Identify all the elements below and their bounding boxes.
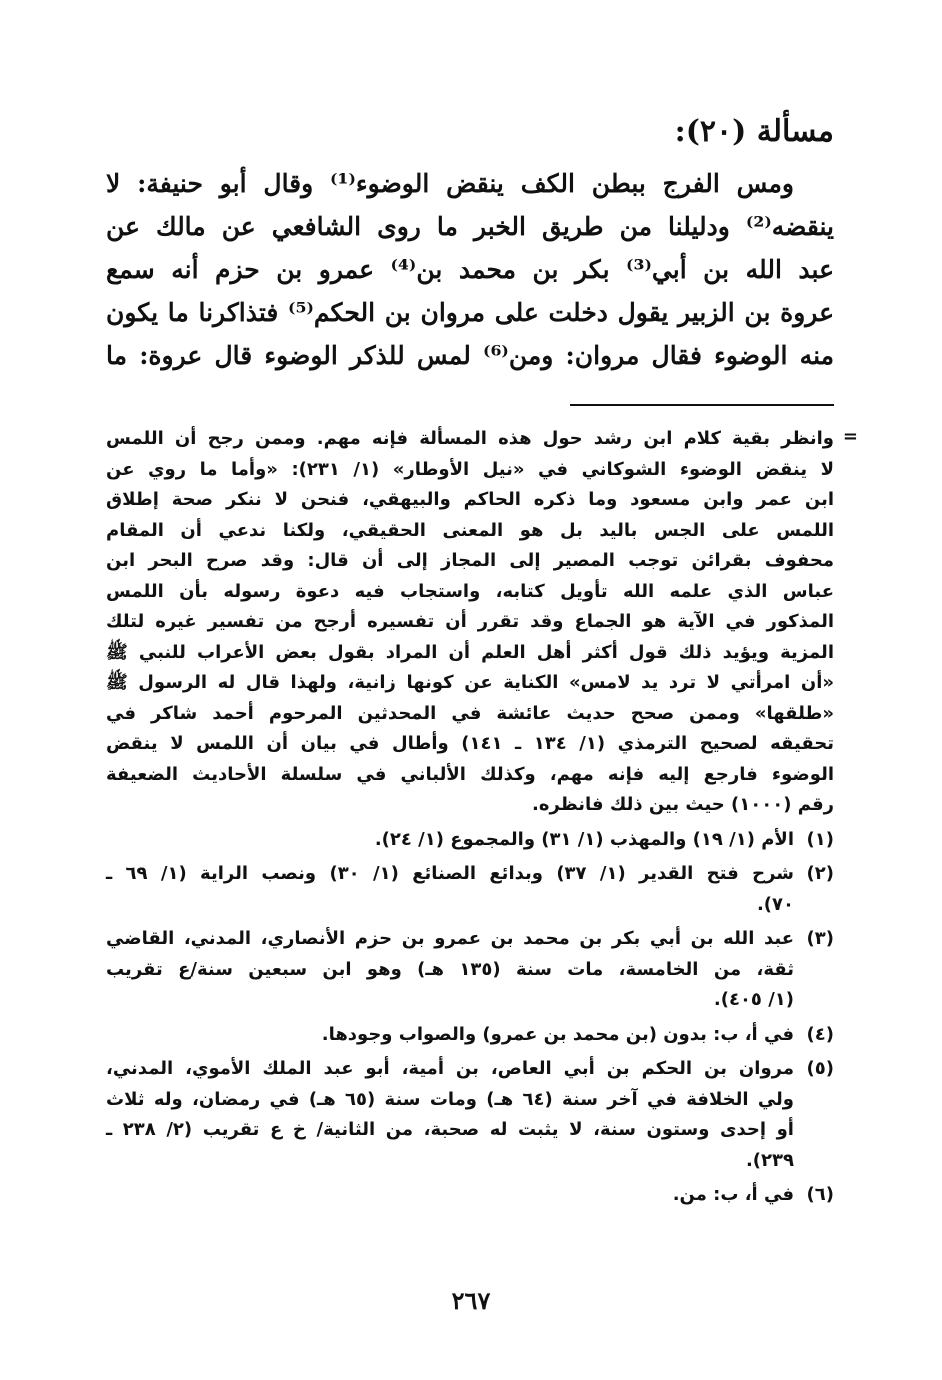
footnote-line: اللمس على الجس باليد بل هو المعنى الحقيقي، ولكنا ندعي أن المقام: [106, 519, 834, 541]
footnote-number: (١): [806, 828, 834, 850]
footnote-line: الوضوء فارجع إليه فإنه مهم، وكذلك الألباني في سلسلة الأحاديث الضعيفة: [106, 763, 834, 785]
footnote-line: (١/ ٤٠٥).: [713, 989, 794, 1010]
footnote-number: (٣): [806, 928, 834, 949]
footnote-line: رقم (١٠٠٠) حيث بين ذلك فانظره.: [532, 794, 834, 815]
footnote-line: «أن امرأتي لا ترد يد لامس» الكناية عن كونها زانية، ولهذا قال له الرسول ﷺ: [106, 672, 834, 693]
footnote-line: ٢٣٩).: [745, 1149, 794, 1171]
footnote-line: تحقيقه لصحيح الترمذي (١/ ١٣٤ ـ ١٤١) وأطال في بيان أن اللمس لا ينقض: [106, 733, 835, 754]
footnote-4: [106, 1020, 834, 1051]
footnote-line: في أ، ب: بدون (بن محمد بن عمرو) والصواب وجودها.: [321, 1023, 794, 1045]
footnote-line: لا ينقض الوضوء الشوكاني في «نيل الأوطار» (١/ ٢٣١): «وأما ما روي عن: [106, 458, 835, 480]
footnote-6: [106, 1180, 834, 1211]
footnote-line: ٧٠).: [756, 893, 794, 915]
main-text-line: ينقضه⁽²⁾ ودليلنا من طريق الخبر ما روى الشافعي عن مالك عن: [106, 212, 834, 241]
footnote-3: [106, 924, 834, 1016]
footnote-number: (٢): [806, 863, 834, 884]
footnote-5: [106, 1054, 834, 1176]
main-text-line: عبد الله بن أبي⁽³⁾ بكر بن محمد بن⁽⁴⁾ عمرو بن حزم أنه سمع: [106, 255, 834, 284]
footnote-line: عبد الله بن أبي بكر بن محمد بن عمرو بن حزم الأنصاري، المدني، القاضي: [106, 928, 794, 949]
issue-heading: مسألة (٢٠):: [674, 114, 834, 149]
main-text-line: ومس الفرج ببطن الكف ينقض الوضوء⁽¹⁾ وقال أبو حنيفة: لا: [106, 169, 794, 198]
footnote-line: شرح فتح القدير (١/ ٣٧) وبدائع الصنائع (١/ ٣٠) ونصب الراية (١/ ٦٩ ـ: [106, 863, 794, 884]
footnote-line: مروان بن الحكم بن أبي العاص، بن أمية، أبو عبد الملك الأموي، المدني،: [106, 1058, 794, 1079]
footnote-line: المذكور في الآية هو الجماع وقد تقرر أن تفسيره أرجح من تفسير غيره لتلك: [106, 611, 834, 632]
footnote-line: في أ، ب: من.: [672, 1184, 794, 1205]
footnote-line: ثقة، من الخامسة، مات سنة (١٣٥ هـ) وهو ابن سبعين سنة/ع تقريب: [106, 958, 795, 980]
footnote-line: أو إحدى وستون سنة، لا يثبت له صحبة، من الثانية/ خ ع تقريب (٢/ ٢٣٨ ـ: [106, 1119, 794, 1140]
continuation-marker: =: [842, 426, 858, 447]
footnote-line: ابن عمر وابن مسعود وما ذكره الحاكم والبيهقي، فنحن لا ننكر صحة إطلاق: [106, 489, 834, 510]
footnote-line: ولي الخلافة في آخر سنة (٦٤ هـ) ومات سنة (٦٥ هـ) في رمضان، وله ثلاث: [106, 1088, 794, 1110]
page-number: ٢٦٧: [451, 1286, 491, 1315]
footnote-number: (٥): [806, 1058, 834, 1079]
footnote-1: [106, 825, 834, 856]
footnote-line: عباس الذي علمه الله تأويل كتابه، واستجاب فيه دعوة رسوله بأن اللمس: [106, 580, 834, 602]
footnotes: [106, 424, 858, 1211]
footnote-continuation: [106, 424, 858, 821]
footnote-separator: [570, 404, 834, 406]
footnote-number: (٤): [806, 1023, 834, 1045]
main-text-line: عروة بن الزبير يقول دخلت على مروان بن الحكم⁽⁵⁾ فتذاكرنا ما يكون: [106, 298, 834, 327]
main-text: [106, 162, 834, 377]
footnote-2: [106, 859, 834, 920]
footnote-number: (٦): [806, 1184, 834, 1205]
main-text-line: منه الوضوء فقال مروان: ومن⁽⁶⁾ لمس للذكر الوضوء قال عروة: ما: [106, 341, 834, 370]
footnote-line: الأم (١/ ١٩) والمهذب (١/ ٣١) والمجموع (١/ ٢٤).: [374, 828, 794, 850]
footnote-line: المزية ويؤيد ذلك قول أكثر أهل العلم أن المراد بقول بعض الأعراب للنبي ﷺ: [106, 641, 834, 663]
footnote-line: «طلقها» وممن صحح حديث عائشة في المحدثين المرحوم أحمد شاكر في: [106, 702, 834, 724]
footnote-line: وانظر بقية كلام ابن رشد حول هذه المسألة فإنه مهم. وممن رجح أن اللمس: [106, 428, 834, 449]
footnote-line: محفوف بقرائن توجب المصير إلى المجاز إلى أن قال: وقد صرح البحر ابن: [106, 550, 834, 571]
